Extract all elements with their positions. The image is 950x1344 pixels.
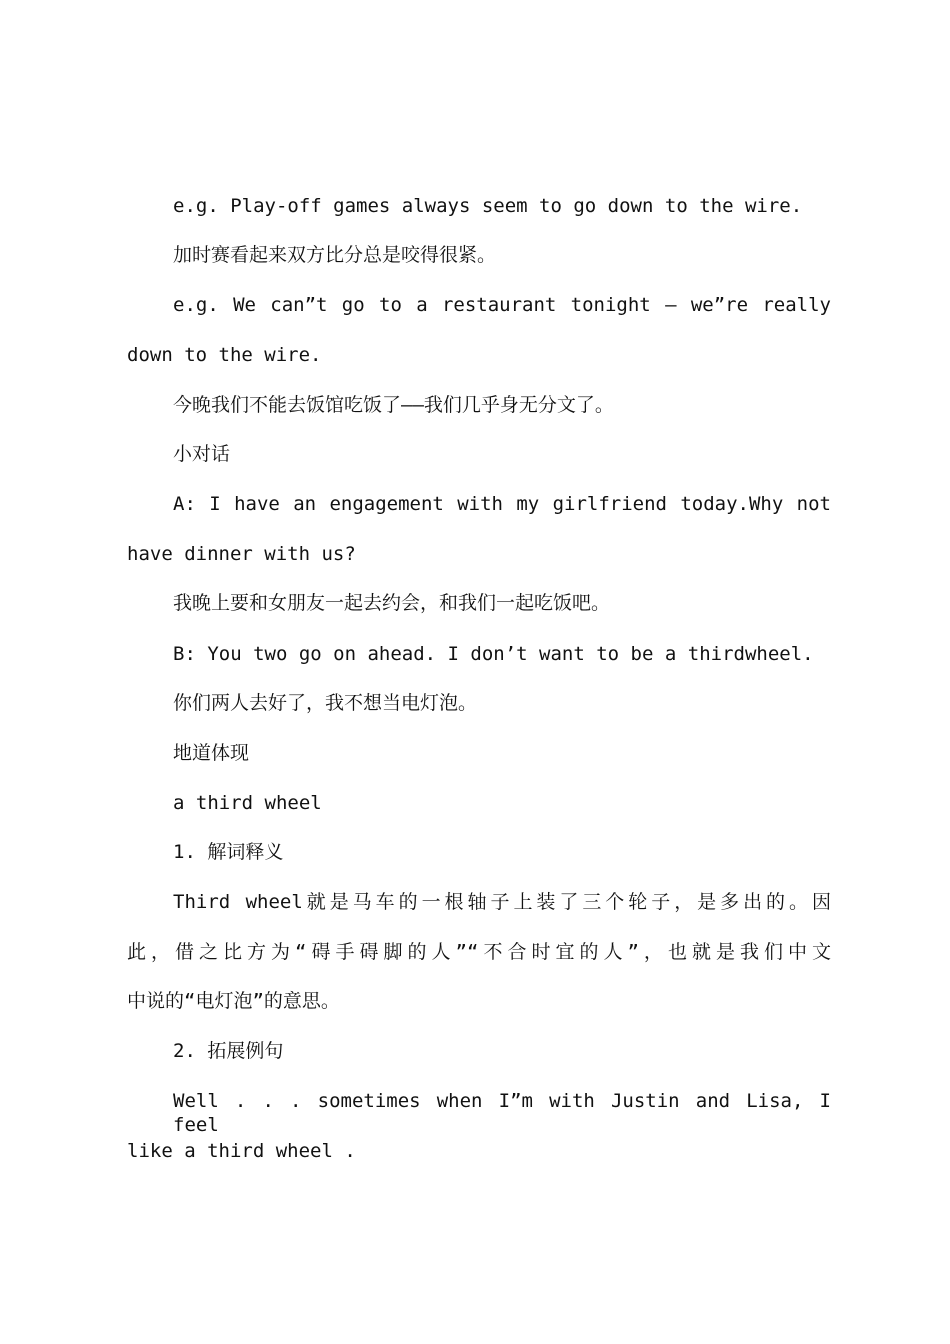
definition-line-1: Third wheel就是马车的一根轴子上装了三个轮子，是多出的。因 [173,891,831,913]
section-heading-expression: 地道体现 [173,742,250,764]
definition-line-2: 此，借之比方为“碍手碍脚的人”“不合时宜的人”，也就是我们中文 [127,941,831,963]
extended-example-line-2: like a third wheel . [127,1140,356,1162]
dialogue-b: B: You two go on ahead. I don’t want to be a thirdwheel. [173,643,814,665]
subheading-definition: 1. 解词释义 [173,841,284,863]
example-sentence-2-line-2: down to the wire. [127,344,322,366]
dialogue-a-line-1: A: I have an engagement with my girlfriend today.Why not [173,493,831,515]
example-sentence-2-line-1: e.g. We can”t go to a restaurant tonight – we”re really [173,294,831,316]
example-sentence-1: e.g. Play-off games always seem to go down to the wire. [173,195,803,217]
subheading-examples: 2. 拓展例句 [173,1040,284,1062]
section-heading-dialogue: 小对话 [173,443,231,465]
example-translation-2: 今晚我们不能去饭馆吃饭了——我们几乎身无分文了。 [173,394,614,416]
expression-term: a third wheel [173,792,322,814]
definition-line-3: 中说的“电灯泡”的意思。 [127,990,340,1012]
extended-example-line-1: Well . . . sometimes when I”m with Justin and Lisa, I feel [173,1090,831,1136]
dialogue-a-line-2: have dinner with us? [127,543,356,565]
dialogue-a-translation: 我晚上要和女朋友一起去约会，和我们一起吃饭吧。 [173,592,611,614]
dialogue-b-translation: 你们两人去好了，我不想当电灯泡。 [173,692,478,714]
example-translation-1: 加时赛看起来双方比分总是咬得很紧。 [173,244,497,266]
